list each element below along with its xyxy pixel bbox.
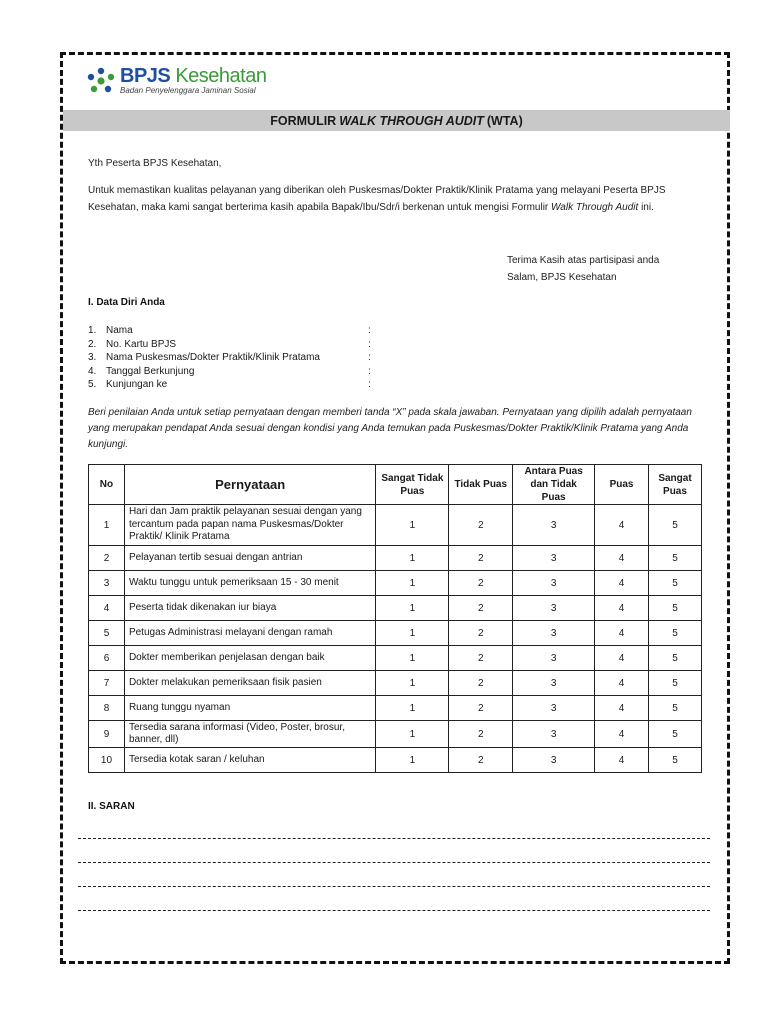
table-header-row (89, 465, 702, 505)
score-3[interactable]: 3 (513, 621, 595, 646)
header-tidak-puas: Tidak Puas (449, 465, 513, 505)
saran-line[interactable] (78, 910, 710, 911)
score-5[interactable]: 5 (648, 671, 701, 696)
row-number: 5 (89, 621, 125, 646)
section-title-data-diri: I. Data Diri Anda (88, 297, 165, 308)
table-row (89, 596, 702, 621)
field-number: 3. (88, 352, 97, 363)
field-nama-faskes[interactable] (88, 351, 371, 365)
row-number: 9 (89, 721, 125, 748)
score-1[interactable]: 1 (376, 748, 449, 773)
letter-closing (507, 252, 659, 286)
score-3[interactable]: 3 (513, 696, 595, 721)
header-antara: Antara Puas dan Tidak Puas (513, 465, 595, 505)
title-prefix: FORMULIR (270, 113, 337, 128)
field-colon: : (368, 338, 371, 350)
intro-part2: ini. (641, 202, 654, 213)
score-2[interactable]: 2 (449, 546, 513, 571)
header-sangat-puas: Sangat Puas (648, 465, 701, 505)
score-1[interactable]: 1 (376, 571, 449, 596)
row-number: 6 (89, 646, 125, 671)
field-nama[interactable] (88, 324, 371, 338)
score-4[interactable]: 4 (595, 748, 649, 773)
logo-title (120, 66, 266, 86)
score-3[interactable]: 3 (513, 505, 595, 546)
score-5[interactable]: 5 (648, 596, 701, 621)
thanks-line: Terima Kasih atas partisipasi anda (507, 255, 660, 266)
personal-data-fields (88, 324, 371, 392)
score-5[interactable]: 5 (648, 546, 701, 571)
logo-tagline: Badan Penyelenggara Jaminan Sosial (120, 86, 256, 95)
field-kunjungan[interactable] (88, 378, 371, 392)
field-tanggal[interactable] (88, 365, 371, 379)
score-4[interactable]: 4 (595, 596, 649, 621)
score-4[interactable]: 4 (595, 546, 649, 571)
bpjs-emblem-icon (86, 66, 116, 96)
saran-line[interactable] (78, 886, 710, 887)
score-1[interactable]: 1 (376, 671, 449, 696)
row-statement: Tersedia kotak saran / keluhan (124, 748, 375, 773)
row-statement: Dokter memberikan penjelasan dengan baik (124, 646, 375, 671)
title-suffix: (WTA) (486, 113, 523, 128)
table-row (89, 696, 702, 721)
score-4[interactable]: 4 (595, 505, 649, 546)
table-row (89, 646, 702, 671)
table-row (89, 721, 702, 748)
score-3[interactable]: 3 (513, 646, 595, 671)
field-no-kartu[interactable] (88, 338, 371, 352)
score-4[interactable]: 4 (595, 621, 649, 646)
row-statement: Hari dan Jam praktik pelayanan sesuai dengan yang tercantum pada papan nama Puskesmas/Dokter Praktik/ Klinik Pratama (124, 505, 375, 546)
field-label: No. Kartu BPJS (106, 338, 177, 350)
field-number: 4. (88, 365, 97, 377)
row-number: 2 (89, 546, 125, 571)
logo-brand-kesehatan: Kesehatan (175, 65, 267, 87)
score-3[interactable]: 3 (513, 721, 595, 748)
score-5[interactable]: 5 (648, 571, 701, 596)
score-4[interactable]: 4 (595, 721, 649, 748)
field-label: Kunjungan ke (106, 379, 168, 390)
score-2[interactable]: 2 (449, 721, 513, 748)
form-title (63, 110, 730, 131)
score-2[interactable]: 2 (449, 671, 513, 696)
row-number: 3 (89, 571, 125, 596)
row-statement: Waktu tunggu untuk pemeriksaan 15 - 30 menit (124, 571, 375, 596)
table-row (89, 546, 702, 571)
field-colon: : (368, 365, 371, 377)
saran-line[interactable] (78, 838, 710, 839)
score-5[interactable]: 5 (648, 621, 701, 646)
score-3[interactable]: 3 (513, 748, 595, 773)
intro-part1: Untuk memastikan kualitas pelayanan yang diberikan oleh Puskesmas/Dokter Praktik/Klinik Pratama yang melayani Peserta BPJS Kesehatan, maka kami sangat berterima kasih apabila Bapak/Ibu/Sdr/i berkenan untuk mengisi Formulir (88, 185, 666, 213)
field-number: 1. (88, 325, 97, 336)
score-2[interactable]: 2 (449, 646, 513, 671)
row-statement: Pelayanan tertib sesuai dengan antrian (124, 546, 375, 571)
saran-line[interactable] (78, 862, 710, 863)
title-italic: WALK THROUGH AUDIT (339, 113, 484, 128)
field-number: 2. (88, 338, 97, 350)
field-colon: : (368, 379, 371, 390)
row-number: 1 (89, 505, 125, 546)
row-number: 7 (89, 671, 125, 696)
score-2[interactable]: 2 (449, 621, 513, 646)
logo-brand-bpjs: BPJS (120, 65, 171, 87)
field-number: 5. (88, 379, 97, 390)
score-2[interactable]: 2 (449, 505, 513, 546)
row-statement: Peserta tidak dikenakan iur biaya (124, 596, 375, 621)
section-title-saran: II. SARAN (88, 801, 135, 812)
score-2[interactable]: 2 (449, 696, 513, 721)
row-statement: Dokter melakukan pemeriksaan fisik pasien (124, 671, 375, 696)
field-colon: : (368, 325, 371, 336)
row-statement: Ruang tunggu nyaman (124, 696, 375, 721)
letter-greeting: Yth Peserta BPJS Kesehatan, (88, 158, 222, 169)
score-1[interactable]: 1 (376, 505, 449, 546)
table-row (89, 748, 702, 773)
field-colon: : (368, 352, 371, 363)
score-1[interactable]: 1 (376, 721, 449, 748)
score-5[interactable]: 5 (648, 505, 701, 546)
score-5[interactable]: 5 (648, 721, 701, 748)
score-1[interactable]: 1 (376, 696, 449, 721)
row-statement: Petugas Administrasi melayani dengan ramah (124, 621, 375, 646)
table-row (89, 505, 702, 546)
salam-line: Salam, BPJS Kesehatan (507, 272, 617, 283)
score-2[interactable]: 2 (449, 596, 513, 621)
score-5[interactable]: 5 (648, 646, 701, 671)
score-3[interactable]: 3 (513, 571, 595, 596)
score-1[interactable]: 1 (376, 596, 449, 621)
score-1[interactable]: 1 (376, 646, 449, 671)
row-number: 8 (89, 696, 125, 721)
header-sangat-tidak-puas: Sangat Tidak Puas (376, 465, 449, 505)
score-3[interactable]: 3 (513, 546, 595, 571)
field-label: Nama Puskesmas/Dokter Praktik/Klinik Pratama (106, 352, 320, 363)
field-label: Nama (106, 325, 133, 336)
header-pernyataan: Pernyataan (124, 465, 375, 505)
row-number: 4 (89, 596, 125, 621)
score-5[interactable]: 5 (648, 748, 701, 773)
table-row (89, 571, 702, 596)
score-1[interactable]: 1 (376, 621, 449, 646)
score-4[interactable]: 4 (595, 571, 649, 596)
survey-table (88, 464, 702, 773)
score-3[interactable]: 3 (513, 671, 595, 696)
score-4[interactable]: 4 (595, 646, 649, 671)
score-4[interactable]: 4 (595, 696, 649, 721)
header-no: No (89, 465, 125, 505)
score-1[interactable]: 1 (376, 546, 449, 571)
score-2[interactable]: 2 (449, 748, 513, 773)
score-3[interactable]: 3 (513, 596, 595, 621)
score-4[interactable]: 4 (595, 671, 649, 696)
header-puas: Puas (595, 465, 649, 505)
score-2[interactable]: 2 (449, 571, 513, 596)
intro-italic: Walk Through Audit (551, 202, 639, 213)
letter-intro (88, 182, 708, 216)
row-number: 10 (89, 748, 125, 773)
table-row (89, 621, 702, 646)
row-statement: Tersedia sarana informasi (Video, Poster, brosur, banner, dll) (124, 721, 375, 748)
field-label: Tanggal Berkunjung (106, 365, 195, 377)
bpjs-logo (86, 64, 266, 98)
rating-instruction: Beri penilaian Anda untuk setiap pernyataan dengan memberi tanda “X” pada skala jawaban. Pernyataan yang dipilih adalah pernyataan yang merupakan pendapat Anda sesuai dengan kondisi yang Anda temukan pada Puskesmas/Dokter Praktik/Klinik Pratama yang Anda kunjungi. (88, 407, 692, 450)
table-row (89, 671, 702, 696)
score-5[interactable]: 5 (648, 696, 701, 721)
